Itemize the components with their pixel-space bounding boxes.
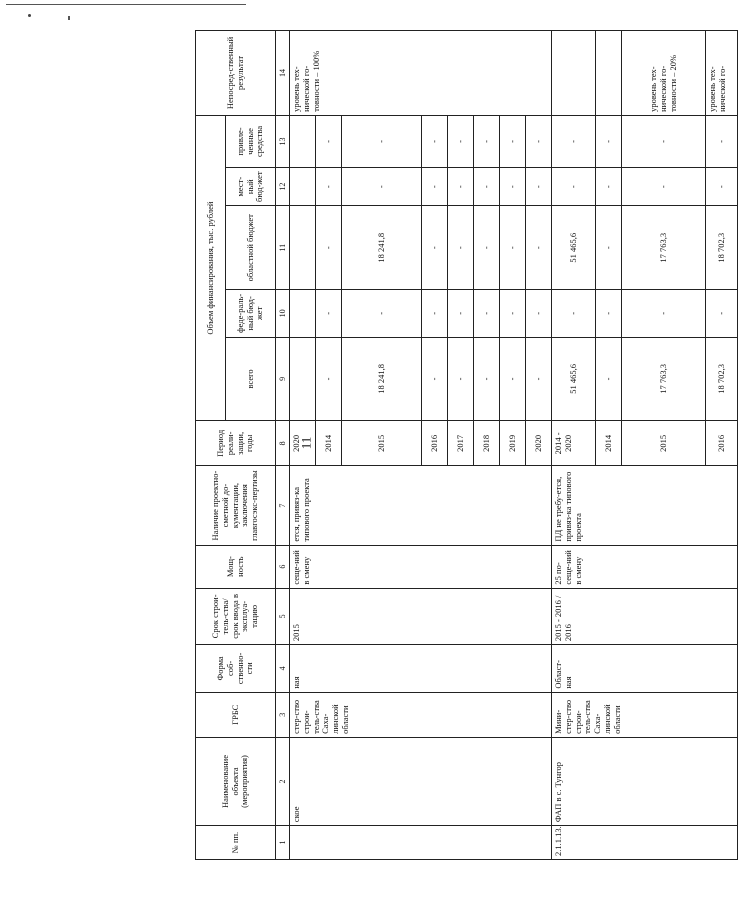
b2-r1-mest: - xyxy=(596,167,622,205)
b1-ownership: ная xyxy=(290,645,552,692)
b2-r3-mest: - xyxy=(706,167,738,205)
b1-r0-priv xyxy=(290,115,316,167)
b2-r3-result: уровень тех-нической го- xyxy=(706,31,738,116)
header-regional: областной бюджет xyxy=(226,206,276,290)
col-num-11: 11 xyxy=(276,206,290,290)
b1-r1-obl: - xyxy=(316,206,342,290)
scan-mark xyxy=(68,16,70,20)
b1-r6-mest: - xyxy=(500,167,526,205)
b2-r1-obl: - xyxy=(596,206,622,290)
b2-r2-result: уровень тех-нической го-товности – 20% xyxy=(622,31,706,116)
b2-r2-year: 2015 xyxy=(622,421,706,466)
b2-r0-year: 2014 - 2020 xyxy=(552,421,596,466)
b2-r3-obl: 18 702,3 xyxy=(706,206,738,290)
b1-r3-obl: - xyxy=(422,206,448,290)
b1-r6-fed: - xyxy=(500,290,526,337)
col-num-14: 14 xyxy=(276,31,290,116)
b1-r2-year: 2015 xyxy=(342,421,422,466)
col-num-10: 10 xyxy=(276,290,290,337)
b1-r1-fed: - xyxy=(316,290,342,337)
b1-r7-obl: - xyxy=(526,206,552,290)
col-num-6: 6 xyxy=(276,545,290,588)
b2-r2-mest: - xyxy=(622,167,706,205)
b1-r4-obl: - xyxy=(448,206,474,290)
col-num-12: 12 xyxy=(276,167,290,205)
header-federal: феде-раль-ный бюд-жет xyxy=(226,290,276,337)
col-num-4: 4 xyxy=(276,645,290,692)
header-psd: Наличие проектно-сметной до-кументации, заключения главгосэкс-пертизы xyxy=(196,466,276,545)
b2-r3-year: 2016 xyxy=(706,421,738,466)
b1-r3-fed: - xyxy=(422,290,448,337)
b2-r2-total: 17 763,3 xyxy=(622,337,706,421)
page-number: 11 xyxy=(298,436,314,450)
col-num-9: 9 xyxy=(276,337,290,421)
header-total: всего xyxy=(226,337,276,421)
col-num-5: 5 xyxy=(276,588,290,645)
header-result: Непосред-ственный результат xyxy=(196,31,276,116)
b1-r2-fed: - xyxy=(342,290,422,337)
b2-r3-total: 18 702,3 xyxy=(706,337,738,421)
top-rule-line xyxy=(6,4,246,5)
b2-r0-mest: - xyxy=(552,167,596,205)
b2-power: 25 по-сеще-ний в смену xyxy=(552,545,738,588)
b1-r7-mest: - xyxy=(526,167,552,205)
b2-r0-total: 51 465,6 xyxy=(552,337,596,421)
b1-r3-priv: - xyxy=(422,115,448,167)
col-num-1: 1 xyxy=(276,826,290,860)
b1-r2-obl: 18 241,8 xyxy=(342,206,422,290)
b1-r4-year: 2017 xyxy=(448,421,474,466)
b1-r1-mest: - xyxy=(316,167,342,205)
b2-r0-fed: - xyxy=(552,290,596,337)
rotated-table-container xyxy=(195,30,727,860)
b1-r2-priv: - xyxy=(342,115,422,167)
b1-r0-fed xyxy=(290,290,316,337)
b1-r2-total: 18 241,8 xyxy=(342,337,422,421)
b1-r3-mest: - xyxy=(422,167,448,205)
header-attracted: привле-ченные средства xyxy=(226,115,276,167)
b1-r3-year: 2016 xyxy=(422,421,448,466)
b1-r7-fed: - xyxy=(526,290,552,337)
header-name: Наименование объекта (мероприятия) xyxy=(196,737,276,825)
b1-r1-total: - xyxy=(316,337,342,421)
b2-term: 2015 - 2016 / 2016 xyxy=(552,588,738,645)
b1-r6-priv: - xyxy=(500,115,526,167)
b1-name: ское xyxy=(290,737,552,825)
b1-r4-total: - xyxy=(448,337,474,421)
b1-r4-priv: - xyxy=(448,115,474,167)
b1-r6-year: 2019 xyxy=(500,421,526,466)
b1-r5-priv: - xyxy=(474,115,500,167)
b1-r7-year: 2020 xyxy=(526,421,552,466)
header-number: № пп. xyxy=(196,826,276,860)
b2-r3-priv: - xyxy=(706,115,738,167)
b2-name: ФАП в с. Тунгор xyxy=(552,737,738,825)
b1-r4-fed: - xyxy=(448,290,474,337)
col-num-7: 7 xyxy=(276,466,290,545)
b2-grbs: Мини-стер-ство строи-тель-ства Саха-линской области xyxy=(552,692,738,737)
b2-r2-obl: 17 763,3 xyxy=(622,206,706,290)
b2-r3-fed: - xyxy=(706,290,738,337)
b1-grbs: стер-ство строи-тель-ства Саха-линской области xyxy=(290,692,552,737)
b2-r1-priv: - xyxy=(596,115,622,167)
b1-r0-total xyxy=(290,337,316,421)
b2-r0-result xyxy=(552,31,596,116)
b1-r0-year: 2020 xyxy=(290,421,316,466)
header-term: Срок строи-тель-ства/срок ввода в эксплуа-тацию xyxy=(196,588,276,645)
b1-r3-total: - xyxy=(422,337,448,421)
b2-r1-result xyxy=(596,31,622,116)
b1-r0-obl xyxy=(290,206,316,290)
header-power: Мощ-ность xyxy=(196,545,276,588)
b2-r2-fed: - xyxy=(622,290,706,337)
b2-ownership: Област-ная xyxy=(552,645,738,692)
scan-dot xyxy=(28,14,31,17)
col-num-3: 3 xyxy=(276,692,290,737)
b2-r0-obl: 51 465,6 xyxy=(552,206,596,290)
b1-r5-year: 2018 xyxy=(474,421,500,466)
b1-r6-obl: - xyxy=(500,206,526,290)
b1-r5-total: - xyxy=(474,337,500,421)
b2-r1-fed: - xyxy=(596,290,622,337)
col-num-2: 2 xyxy=(276,737,290,825)
b1-r7-total: - xyxy=(526,337,552,421)
b1-r5-fed: - xyxy=(474,290,500,337)
b1-psd: ется, привяз-ка типового проекта xyxy=(290,466,552,545)
b2-r0-priv: - xyxy=(552,115,596,167)
b1-r7-priv: - xyxy=(526,115,552,167)
b2-number: 2.1.1.13. xyxy=(552,826,738,860)
b1-r5-mest: - xyxy=(474,167,500,205)
b1-power: сеще-ний в смену xyxy=(290,545,552,588)
col-num-13: 13 xyxy=(276,115,290,167)
b2-psd: ПД не требу-ется, привяз-ка типового проекта xyxy=(552,466,738,545)
header-local: мест-ный бюд-жет xyxy=(226,167,276,205)
b1-r1-year: 2014 xyxy=(316,421,342,466)
b1-r0-mest xyxy=(290,167,316,205)
header-financing-group: Объем финансирования, тыс. рублей xyxy=(196,115,226,420)
b2-r1-year: 2014 xyxy=(596,421,622,466)
header-period: Период реали-зации, годы xyxy=(196,421,276,466)
b2-r1-total: - xyxy=(596,337,622,421)
col-num-8: 8 xyxy=(276,421,290,466)
b1-r1-priv: - xyxy=(316,115,342,167)
header-grbs: ГРБС xyxy=(196,692,276,737)
b2-r2-priv: - xyxy=(622,115,706,167)
header-ownership: Форма соб-ственно-сти xyxy=(196,645,276,692)
b1-r2-mest: - xyxy=(342,167,422,205)
b1-r6-total: - xyxy=(500,337,526,421)
b1-term: 2015 xyxy=(290,588,552,645)
b1-r5-obl: - xyxy=(474,206,500,290)
financing-table xyxy=(195,30,738,860)
b1-result: уровень тех-нической го-товности – 100% xyxy=(290,31,552,116)
b1-number xyxy=(290,826,552,860)
b1-r4-mest: - xyxy=(448,167,474,205)
